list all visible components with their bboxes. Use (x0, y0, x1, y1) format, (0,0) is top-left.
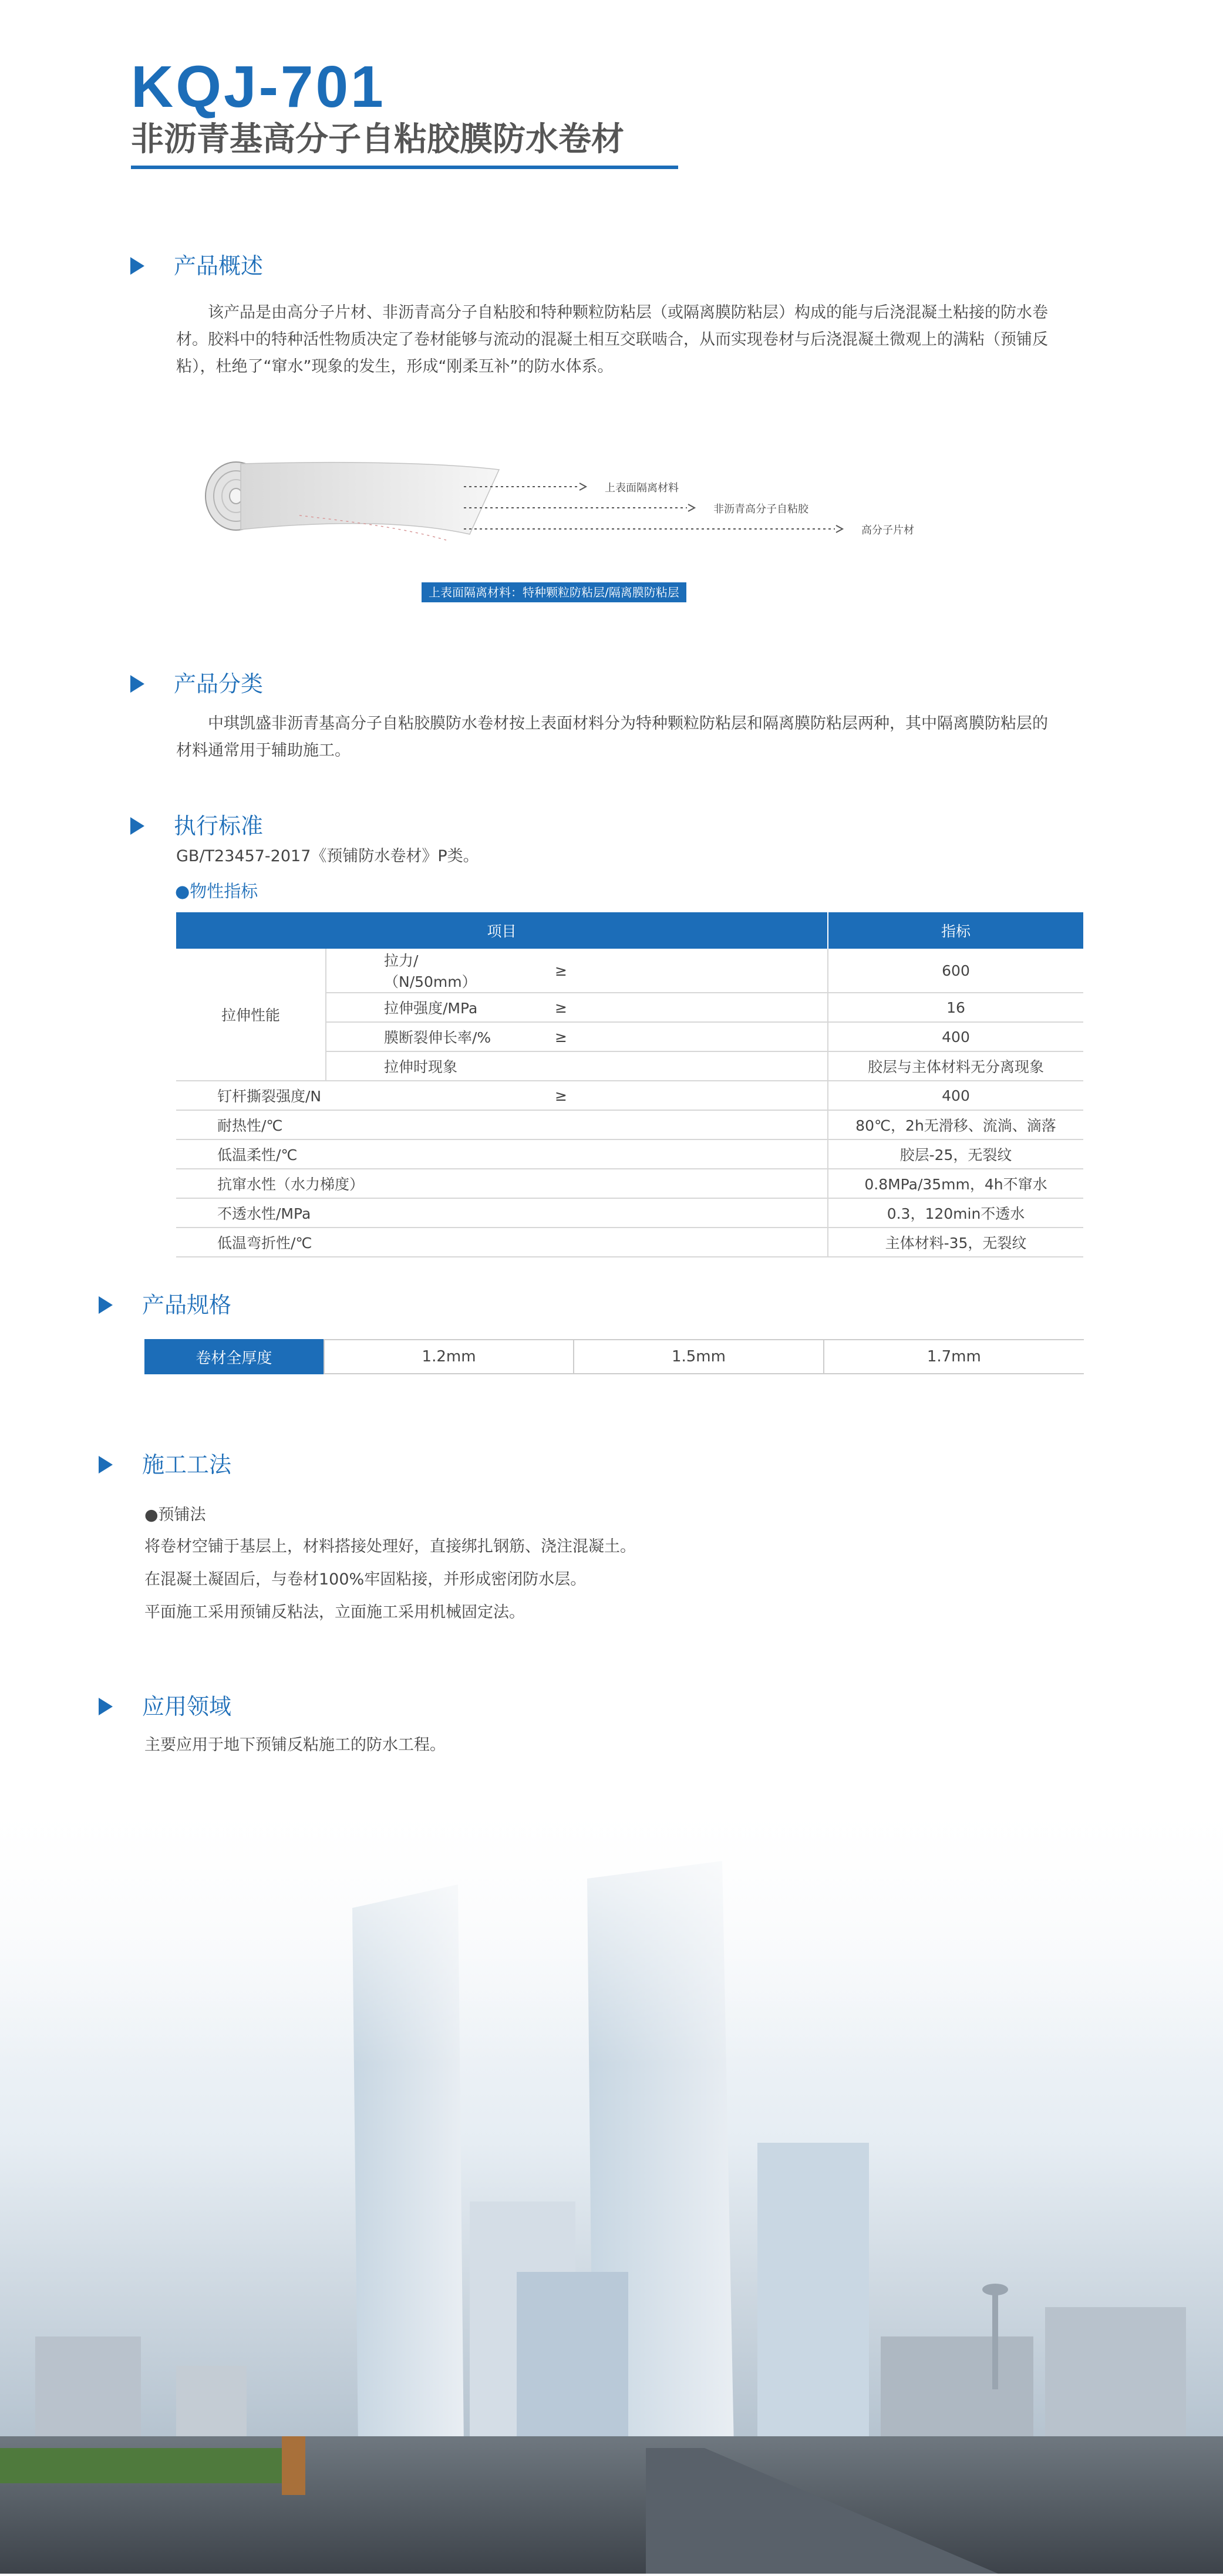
value-cell: 胶层与主体材料无分离现象 (828, 1051, 1083, 1081)
item-cell: 抗窜水性（水力梯度） (176, 1169, 496, 1198)
construction-method: ●预铺法 (144, 1506, 206, 1524)
section-classification-heading (130, 673, 263, 695)
city-skyline-image (0, 1791, 1223, 2574)
item-cell: 低温弯折性/℃ (176, 1228, 496, 1257)
item-cell: 拉伸强度/MPa (326, 993, 496, 1022)
item-cell: 钉杆撕裂强度/N (176, 1081, 496, 1110)
classification-text: 中琪凯盛非沥青基高分子自粘胶膜防水卷材按上表面材料分为特种颗粒防粘层和隔离膜防粘层两种，其中隔离膜防粘层的材料通常用于辅助施工。 (176, 714, 1048, 760)
product-name: 非沥青基高分子自粘胶膜防水卷材 (131, 120, 624, 159)
item-cell: 不透水性/MPa (176, 1198, 496, 1228)
property-subheading: ●物性指标 (175, 881, 258, 901)
table-row (176, 1198, 1083, 1228)
section-title: 执行标准 (174, 813, 264, 839)
product-layer-diagram (194, 446, 957, 564)
overview-text: 该产品是由高分子片材、非沥青高分子自粘胶和特种颗粒防粘层（或隔离膜防粘层）构成的能与后浇混凝土粘接的防水卷材。胶料中的特种活性物质决定了卷材能够与流动的混凝土相互交联啮合，从而实现卷材与后浇混凝土微观上的满粘（预铺反粘），杜绝了“窜水”现象的发生，形成“刚柔互补”的防水体系。 (176, 304, 1048, 376)
diagram-caption: 上表面隔离材料：特种颗粒防粘层/隔离膜防粘层 (422, 582, 686, 602)
section-title: 应用领域 (142, 1694, 232, 1719)
group-label: 拉伸性能 (176, 949, 326, 1081)
triangle-bullet-icon (130, 817, 144, 835)
spec-value: 1.7mm (823, 1339, 1084, 1374)
table-row (176, 1081, 1083, 1110)
section-title: 施工工法 (142, 1452, 232, 1478)
construction-line: 在混凝土凝固后，与卷材100%牢固粘接，并形成密闭防水层。 (144, 1570, 587, 1589)
header-item: 项目 (176, 912, 828, 949)
triangle-bullet-icon (99, 1698, 113, 1715)
item-cell: 拉力/（N/50mm） (326, 949, 496, 993)
value-cell: 0.8MPa/35mm，4h不窜水 (828, 1169, 1083, 1198)
application-text: 主要应用于地下预铺反粘施工的防水工程。 (144, 1736, 446, 1754)
operator-cell: ≥ (496, 1081, 828, 1110)
value-cell: 400 (828, 1081, 1083, 1110)
section-title: 产品分类 (174, 671, 264, 697)
value-cell: 胶层-25，无裂纹 (828, 1139, 1083, 1169)
section-overview-heading (130, 255, 263, 277)
triangle-bullet-icon (99, 1456, 113, 1474)
triangle-bullet-icon (130, 675, 144, 693)
value-cell: 600 (828, 949, 1083, 993)
property-table (176, 912, 1083, 1257)
operator-cell (496, 1110, 828, 1139)
operator-cell (496, 1228, 828, 1257)
section-construction-heading (99, 1454, 231, 1476)
spec-table (144, 1339, 1084, 1374)
spec-label: 卷材全厚度 (144, 1339, 324, 1374)
section-standard-heading (130, 815, 263, 837)
table-row (176, 1110, 1083, 1139)
triangle-bullet-icon (130, 257, 144, 275)
operator-cell (496, 1198, 828, 1228)
section-application-heading (99, 1695, 231, 1718)
operator-cell: ≥ (496, 993, 828, 1022)
item-cell: 拉伸时现象 (326, 1051, 496, 1081)
title-underline (131, 166, 678, 169)
operator-cell (496, 1139, 828, 1169)
operator-cell (496, 1051, 828, 1081)
item-cell: 低温柔性/℃ (176, 1139, 496, 1169)
table-row (176, 949, 1083, 993)
section-title: 产品规格 (142, 1292, 232, 1318)
triangle-bullet-icon (99, 1296, 113, 1314)
value-cell: 0.3，120min不透水 (828, 1198, 1083, 1228)
item-cell: 耐热性/℃ (176, 1110, 496, 1139)
section-specs-heading (99, 1294, 231, 1316)
spec-value: 1.2mm (324, 1339, 573, 1374)
value-cell: 400 (828, 1022, 1083, 1051)
value-cell: 16 (828, 993, 1083, 1022)
construction-line: 平面施工采用预铺反粘法，立面施工采用机械固定法。 (144, 1603, 525, 1621)
header-value: 指标 (828, 912, 1083, 949)
callout-sheet-layer: 高分子片材 (861, 524, 914, 537)
standard-text: GB/T23457-2017《预铺防水卷材》P类。 (176, 847, 479, 865)
operator-cell: ≥ (496, 1022, 828, 1051)
table-row (176, 1169, 1083, 1198)
item-cell: 膜断裂伸长率/% (326, 1022, 496, 1051)
construction-line: 将卷材空铺于基层上，材料搭接处理好，直接绑扎钢筋、浇注混凝土。 (144, 1537, 636, 1556)
operator-cell (496, 1169, 828, 1198)
table-row (176, 1139, 1083, 1169)
operator-cell: ≥ (496, 949, 828, 993)
product-model: KQJ-701 (131, 54, 386, 120)
callout-adhesive-layer: 非沥青高分子自粘胶 (713, 503, 808, 515)
spec-value: 1.5mm (573, 1339, 823, 1374)
section-title: 产品概述 (174, 253, 264, 279)
value-cell: 主体材料-35，无裂纹 (828, 1228, 1083, 1257)
callout-top-layer: 上表面隔离材料 (605, 482, 679, 494)
table-row (176, 1228, 1083, 1257)
membrane-roll-icon (194, 446, 957, 564)
table-header-row (176, 912, 1083, 949)
value-cell: 80℃，2h无滑移、流淌、滴落 (828, 1110, 1083, 1139)
